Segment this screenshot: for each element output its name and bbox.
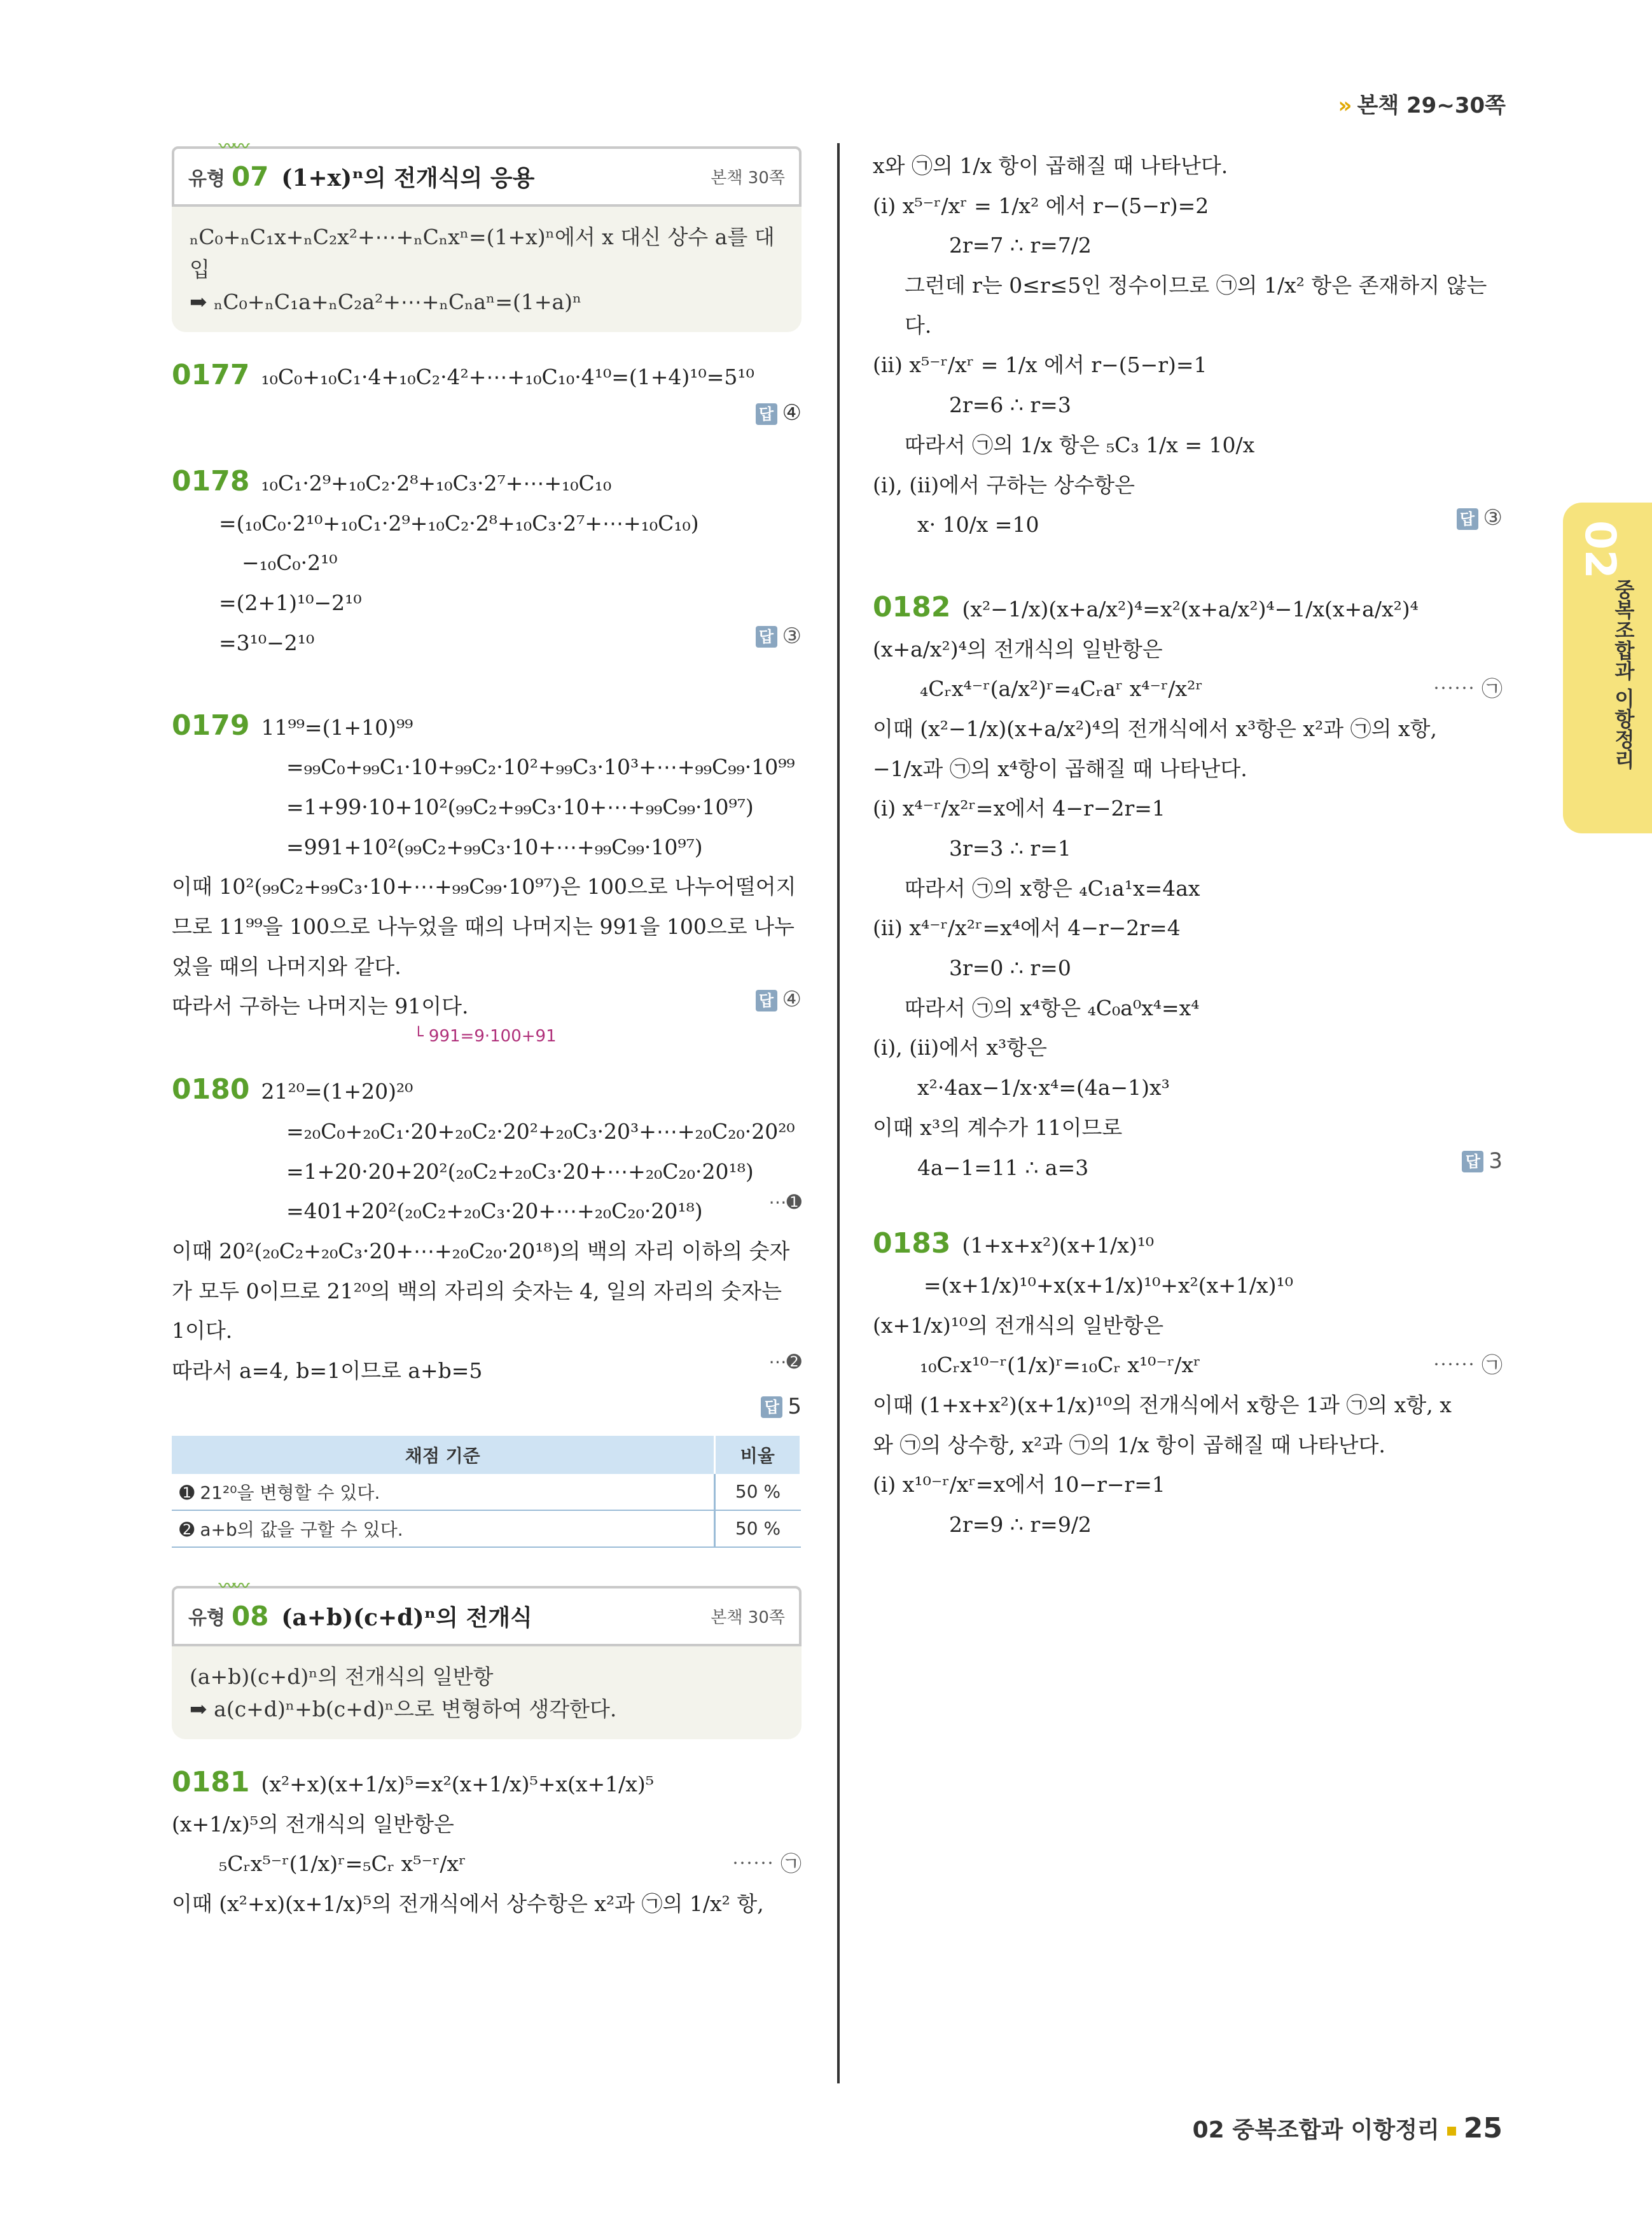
type-08-box bbox=[172, 1576, 802, 1739]
problem-0180: 0180 21²⁰=(1+20)²⁰ =₂₀C₀+₂₀C₁·20+₂₀C₂·20²+₂₀C₃·20³+⋯+₂₀C₂₀·20²⁰ =1+20·20+20²(₂₀C₂+₂₀C₃·20+⋯+₂₀C₂₀·20¹⁸) =401+20²(₂₀C₂+₂₀C₃·20+⋯+₂₀C₂₀·20¹⁸) ⋯➊ 이때 20²(₂₀C₂+₂₀C₃·20+⋯+₂₀C₂₀·20¹⁸)의 백의 자리 이하의 숫자가 모두 0이므로 21²⁰의 백의 자리의 숫자는 4, 일의 자리의 숫자는 1이다. 따라서 a=4, b=1이므로 a+b=5 ⋯➋ 답 5 bbox=[172, 1073, 802, 1419]
answer: 답 ③ bbox=[756, 623, 802, 649]
problem-number: 0177 bbox=[172, 359, 250, 392]
answer-icon: 답 bbox=[756, 626, 777, 648]
zigzag-icon: 〰〰 bbox=[219, 137, 247, 156]
answer: 답 ③ bbox=[1457, 505, 1503, 531]
step-marker-2: ⋯➋ bbox=[768, 1351, 802, 1373]
answer: 답 5 bbox=[172, 1394, 802, 1419]
square-bullet-icon bbox=[1447, 2127, 1456, 2136]
type-07-summary: ₙC₀+ₙC₁x+ₙC₂x²+⋯+ₙCₙxⁿ=(1+x)ⁿ에서 x 대신 상수 a를 대입 ➡ ₙC₀+ₙC₁a+ₙC₂a²+⋯+ₙCₙaⁿ=(1+a)ⁿ bbox=[172, 207, 802, 332]
type-reference: 본책 30쪽 bbox=[711, 1608, 785, 1627]
type-number: 08 bbox=[231, 1600, 269, 1632]
type-title: (1+x)ⁿ의 전개식의 응용 bbox=[281, 165, 535, 191]
problem-0182: 0182 (x²−1/x)(x+a/x²)⁴=x²(x+a/x²)⁴−1/x(x+a/x²)⁴ (x+a/x²)⁴의 전개식의 일반항은 ₄Cᵣx⁴⁻ʳ(a/x²)ʳ=₄Cᵣaʳ x⁴⁻ʳ/x²ʳ ⋯⋯ ㉠ 이때 (x²−1/x)(x+a/x²)⁴의 전개식에서 x³항은 x²과 ㉠의 x항, −1/x과 ㉠의 x⁴항이 곱해질 때 나타난다. (ⅰ) x⁴⁻ʳ/x²ʳ=x에서 4−r−2r=1 3r=3 ∴ r=1 따라서 ㉠의 x항은 ₄C₁a¹x=4ax (ⅱ) x⁴⁻ʳ/x²ʳ=x⁴에서 4−r−2r=4 3r=0 ∴ r=0 따라서 ㉠의 x⁴항은 ₄C₀a⁰x⁴=x⁴ (ⅰ), (ⅱ)에서 x³항은 x²·4ax−1/x·x⁴=(4a−1)x³ 이때 x³의 계수가 11이므로 4a−1=11 ∴ a=3 답 3 bbox=[873, 590, 1503, 1180]
problem-0179: 0179 11⁹⁹=(1+10)⁹⁹ =₉₉C₀+₉₉C₁·10+₉₉C₂·10²+₉₉C₃·10³+⋯+₉₉C₉₉·10⁹⁹ =1+99·10+10²(₉₉C₂+₉₉C₃·10+⋯+₉₉C₉₉·10⁹⁷) =991+10²(₉₉C₂+₉₉C₃·10+⋯+₉₉C₉₉·10⁹⁷) 이때 10²(₉₉C₂+₉₉C₃·10+⋯+₉₉C₉₉·10⁹⁷)은 100으로 나누어떨어지므로 11⁹⁹을 100으로 나누었을 때의 나머지는 991을 100으로 나누었을 때의 나머지와 같다. 따라서 구하는 나머지는 91이다. 답 ④ └ 991=9·100+91 bbox=[172, 709, 802, 1046]
page-reference: » 본책 29~30쪽 bbox=[1338, 93, 1506, 118]
answer: 답 3 bbox=[1462, 1148, 1503, 1174]
problem-number: 0179 bbox=[172, 709, 250, 742]
type-07-header: 〰〰 유형 07 (1+x)ⁿ의 전개식의 응용 본책 30쪽 bbox=[172, 146, 802, 207]
margin-note: └ 991=9·100+91 bbox=[413, 1027, 557, 1046]
footer-chapter: 02 중복조합과 이항정리 bbox=[1192, 2117, 1440, 2143]
problem-0178: 0178 ₁₀C₁·2⁹+₁₀C₂·2⁸+₁₀C₃·2⁷+⋯+₁₀C₁₀ =(₁₀C₀·2¹⁰+₁₀C₁·2⁹+₁₀C₂·2⁸+₁₀C₃·2⁷+⋯+₁₀C₁₀) −₁₀C₀·2¹⁰ =(2+1)¹⁰−2¹⁰ =3¹⁰−2¹⁰ 답 ③ bbox=[172, 465, 802, 655]
table-header: 비율 bbox=[714, 1436, 801, 1474]
equation-tag: ⋯⋯ ㉠ bbox=[1433, 676, 1503, 702]
answer-icon: 답 bbox=[1457, 508, 1478, 530]
right-column: x와 ㉠의 1/x 항이 곱해질 때 나타난다. (ⅰ) x⁵⁻ʳ/xʳ = 1/x² 에서 r−(5−r)=2 2r=7 ∴ r=7/2 그런데 r는 0≤r≤5인 정수이므로 ㉠의 1/x² 항은 존재하지 않는다. (ⅱ) x⁵⁻ʳ/xʳ = 1/x 에서 r−(5−r)=1 2r=6 ∴ r=3 따라서 ㉠의 1/x 항은 ₅C₃ 1/x = 10/x (ⅰ), (ⅱ)에서 구하는 상수항은 x· 10/x =10 답 ③ 0182 (x²−1/x)(x+a/x²)⁴=x²(x+a/x²)⁴−1/x(x+a/x²)⁴ (x+a/x²)⁴의 전개식의 일반항은 ₄Cᵣx⁴⁻ʳ(a/x²)ʳ=₄Cᵣaʳ x⁴⁻ʳ/x²ʳ ⋯⋯ ㉠ 이때 (x²−1/x)(x+a/x²)⁴의 전개식에서 x³항은 x²과 ㉠의 x항, −1/x과 ㉠의 x⁴항이 곱해질 때 나타난다. (ⅰ) x⁴⁻ʳ/x²ʳ=x에서 4−r−2r=1 3r=3 ∴ r=1 따라서 ㉠의 x항은 ₄C₁a¹x=4ax (ⅱ) x⁴⁻ʳ/x²ʳ=x⁴에서 4−r−2r=4 3r=0 ∴ r=0 따라서 ㉠의 x⁴항은 ₄C₀a⁰x⁴=x⁴ (ⅰ), (ⅱ)에서 x³항은 x²·4ax−1/x·x⁴=(4a−1)x³ 이때 x³의 계수가 11이므로 4a−1=11 ∴ a=3 답 3 0183 (1+x+x²)(x+1/x)¹⁰ =(x+1/x)¹⁰+x(x+1/x)¹⁰+x²(x+1/x)¹⁰ (x+1/x)¹⁰의 전개식의 일반항은 ₁₀Cᵣx¹⁰⁻ʳ(1/x)ʳ=₁₀Cᵣ x¹⁰⁻ʳ/xʳ ⋯⋯ ㉠ 이때 (1+x+x²)(x+1/x)¹⁰의 전개식에서 x항은 1과 ㉠의 x항, x 와 ㉠의 상수항, x²과 ㉠의 1/x 항이 곱해질 때 나타난다. (ⅰ) x¹⁰⁻ʳ/xʳ=x에서 10−r−r=1 2r=9 ∴ r=9/2 bbox=[873, 146, 1503, 1562]
answer-icon: 답 bbox=[761, 1396, 782, 1418]
equation-tag: ⋯⋯ ㉠ bbox=[1433, 1352, 1503, 1378]
type-title: (a+b)(c+d)ⁿ의 전개식 bbox=[281, 1604, 532, 1631]
chapter-side-tab[interactable] bbox=[1563, 503, 1652, 833]
problem-0181: 0181 (x²+x)(x+1/x)⁵=x²(x+1/x)⁵+x(x+1/x)⁵ (x+1/x)⁵의 전개식의 일반항은 ₅Cᵣx⁵⁻ʳ(1/x)ʳ=₅Cᵣ x⁵⁻ʳ/xʳ ⋯⋯ ㉠ 이때 (x²+x)(x+1/x)⁵의 전개식에서 상수항은 x²과 ㉠의 1/x² 항, bbox=[172, 1766, 802, 1917]
problem-number: 0182 bbox=[873, 590, 951, 623]
problem-number: 0180 bbox=[172, 1073, 250, 1106]
chapter-number: 02 bbox=[1576, 520, 1625, 579]
problem-0183: 0183 (1+x+x²)(x+1/x)¹⁰ =(x+1/x)¹⁰+x(x+1/x)¹⁰+x²(x+1/x)¹⁰ (x+1/x)¹⁰의 전개식의 일반항은 ₁₀Cᵣx¹⁰⁻ʳ(1/x)ʳ=₁₀Cᵣ x¹⁰⁻ʳ/xʳ ⋯⋯ ㉠ 이때 (1+x+x²)(x+1/x)¹⁰의 전개식에서 x항은 1과 ㉠의 x항, x 와 ㉠의 상수항, x²과 ㉠의 1/x 항이 곱해질 때 나타난다. (ⅰ) x¹⁰⁻ʳ/xʳ=x에서 10−r−r=1 2r=9 ∴ r=9/2 bbox=[873, 1227, 1503, 1537]
answer-icon: 답 bbox=[756, 990, 777, 1011]
problem-number: 0178 bbox=[172, 465, 250, 498]
type-number: 07 bbox=[231, 161, 269, 192]
type-reference: 본책 30쪽 bbox=[711, 169, 785, 188]
step-marker-1: ⋯➊ bbox=[768, 1192, 802, 1213]
page-number: 25 bbox=[1463, 2112, 1503, 2144]
scoring-table bbox=[172, 1436, 802, 1548]
answer-icon: 답 bbox=[756, 403, 777, 425]
table-row: ➋ a+b의 값을 구할 수 있다. 50 % bbox=[172, 1510, 801, 1547]
column-divider bbox=[837, 143, 840, 2083]
page-footer bbox=[1193, 2112, 1503, 2144]
chapter-title: 중복조합과 이항정리 bbox=[1611, 579, 1635, 770]
problem-number: 0183 bbox=[873, 1227, 951, 1260]
answer-icon: 답 bbox=[1462, 1151, 1483, 1172]
type-07-box bbox=[172, 137, 802, 332]
problem-number: 0181 bbox=[172, 1766, 250, 1799]
type-08-header: 〰〰 유형 08 (a+b)(c+d)ⁿ의 전개식 본책 30쪽 bbox=[172, 1586, 802, 1646]
problem-0177: 0177 ₁₀C₀+₁₀C₁·4+₁₀C₂·4²+⋯+₁₀C₁₀·4¹⁰=(1+4)¹⁰=5¹⁰ 답 ④ bbox=[172, 359, 802, 426]
type-08-summary: (a+b)(c+d)ⁿ의 전개식의 일반항 ➡ a(c+d)ⁿ+b(c+d)ⁿ으로 변형하여 생각한다. bbox=[172, 1646, 802, 1739]
answer: 답 ④ bbox=[756, 987, 802, 1012]
table-header: 채점 기준 bbox=[172, 1436, 714, 1474]
equation-tag: ⋯⋯ ㉠ bbox=[732, 1851, 802, 1877]
zigzag-icon: 〰〰 bbox=[219, 1576, 247, 1596]
answer: 답 ④ bbox=[172, 400, 802, 426]
double-chevron-icon: » bbox=[1338, 93, 1352, 118]
left-column bbox=[172, 137, 802, 1941]
table-row: ➊ 21²⁰을 변형할 수 있다. 50 % bbox=[172, 1474, 801, 1510]
